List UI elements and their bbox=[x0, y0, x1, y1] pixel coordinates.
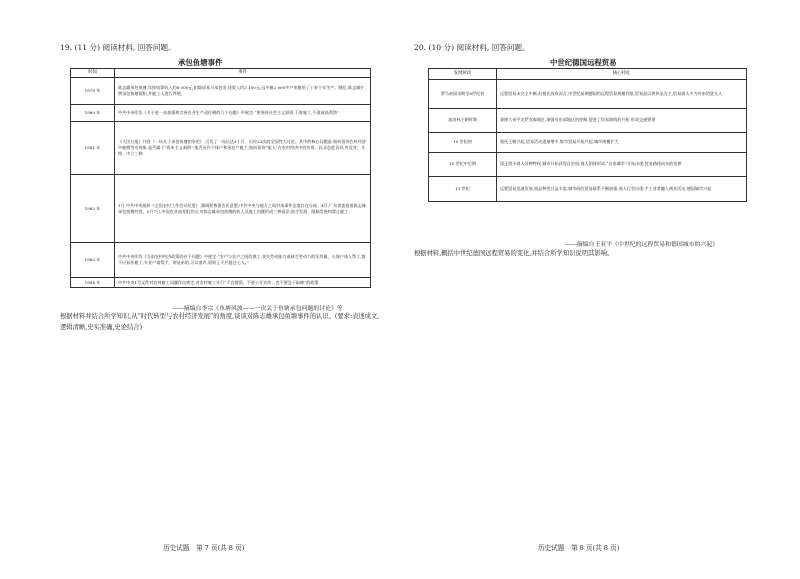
table-row bbox=[71, 278, 371, 288]
table-row bbox=[429, 80, 747, 109]
page-8 bbox=[400, 0, 800, 579]
table-title-19: 承包鱼塘事件 bbox=[178, 58, 223, 67]
row-event: 《人民日报》刊登《一场关于承包鱼塘的争论》,引发了一场长达3个月、历经23次的全国性大讨论。其中的核心问题是:如何看待农村经济中雇佣劳动现象,是否属于“资本主义剥削”;能否允许个体户和承包户雇工;如何看待“能人”在农村经济中的作用。民众态度各异,有反对、支持、中立三种 bbox=[115, 122, 371, 175]
col-header-event: 事件 bbox=[115, 69, 371, 78]
row-stage: 10 世纪中后期 bbox=[429, 153, 497, 177]
row-event: 陈志雄承包鱼塘,年终结算收入约8 000元,扣除成本与承包金,纯收入约3 100元,远多雇2 000多户来雇用了十来个年生产。随后,陈志雄扩增承包鱼塘面积,并雇工人进行养殖。 bbox=[115, 78, 371, 105]
table-row bbox=[429, 153, 747, 177]
page-footer-7: 历史试题 第 7 页(共 8 页) bbox=[163, 544, 245, 552]
table-title-20: 中世纪德国远程贸易 bbox=[550, 58, 617, 67]
question-20-heading: 20. (10 分) 阅读材料, 回答问题。 bbox=[414, 43, 530, 52]
source-citation-20: ——摘编自王亚平《中世纪的远程贸易和德国城市的兴起》 bbox=[565, 242, 719, 248]
table-row bbox=[71, 122, 371, 175]
row-time: 1979 年 bbox=[71, 78, 115, 105]
row-stage: 10 世纪初 bbox=[429, 133, 497, 153]
row-stage: 罗马帝国末期至8世纪初 bbox=[429, 80, 497, 109]
question-20-prompt: 根据材料,概括中世纪德国远程贸易的变化,并结合所学知识说明其影响。 bbox=[414, 250, 614, 257]
row-feature: 国王授予商人各种特权,城市开始获得自治权;商人团体形成,“自由城市”开始出现;贸易路线向东欧延伸 bbox=[497, 153, 747, 177]
question-19-prompt: 根据材料并结合所学知识,从“时代转型与农村经济发展”的角度,谈谈对陈志雄承包鱼塘事件的认识。(要求:表述成文,逻辑清晰,史实准确,史论结合) bbox=[60, 313, 380, 331]
question-19-heading: 19. (11 分) 阅读材料, 回答问题。 bbox=[60, 43, 176, 52]
row-event: 中共中央印发《当前农村经济政策的若干问题》中规定:“农户与农户之间的换工,丧失劳动能力或缺乏劳动力的军烈属、五保户请人帮工,都不应看作雇工;专业户请帮手、带徒弟的,可以准许,原则上不应超过七人。” bbox=[115, 243, 371, 278]
row-feature: 查理大帝平定萨克森地区,加强对东部地区的控制,促进了贸易路线的开拓,形成交通要道 bbox=[497, 109, 747, 133]
row-time: 1982 年 bbox=[71, 175, 115, 243]
row-time: 1980 年 bbox=[71, 105, 115, 122]
col-header-stage: 发展阶段 bbox=[429, 69, 497, 80]
row-feature: 远程贸易未完全中断,但相比西欧而言,中世纪前期德国的远程贸易规模有限,贸易品以奢侈品为主,贸易商人多为外来的犹太人 bbox=[497, 80, 747, 109]
table-row bbox=[71, 105, 371, 122]
row-stage: 11 世纪 bbox=[429, 177, 497, 202]
row-event: 中共中央印发《关于进一步加强和完善农业生产责任制的几个问题》中规定:“要坚持社会主义原则,不准雇工,不准放高利贷” bbox=[115, 105, 371, 122]
row-event: 中共中央1号文件对农村雇工问题作出规定,对农村雇工实行“不宜提倡、不要公开宣传、也不要急于取缔”的政策 bbox=[115, 278, 371, 288]
source-citation-19: ——摘编自李宗《鱼塘风波——一次关于鱼塘承包问题的讨论》等 bbox=[172, 306, 343, 312]
row-event: 1月,中共中央批转《全国农村工作会议纪要》,强调要尊重农民意愿;中共中央与地方之间对该事件态度存在分歧。4月,广东省委批准陈志雄承包鱼塘经营。5月7日,中国农业部党组会议,对陈志雄承包鱼塘的收入及雇工问题形成三种看法:放手发展、限制发展和禁止雇工 bbox=[115, 175, 371, 243]
row-feature: 远程贸易迅速发展,商品种类日益丰富,城市间的贸易联系不断加强;商人行会出现,手工业者融入商业活动,德国城市兴起 bbox=[497, 177, 747, 202]
row-stage: 加洛林王朝时期 bbox=[429, 109, 497, 133]
row-time: 1984 年 bbox=[71, 278, 115, 288]
table-row bbox=[429, 133, 747, 153]
row-time: 1983 年 bbox=[71, 243, 115, 278]
col-header-time: 时间 bbox=[71, 69, 115, 78]
page-footer-8: 历史试题 第 8 页(共 8 页) bbox=[538, 544, 620, 552]
table-row bbox=[71, 78, 371, 105]
trade-stages-table bbox=[428, 68, 747, 202]
row-feature: 奥托王朝兴起,贸易活动逐渐增多,集市贸易开始兴起,城市规模扩大 bbox=[497, 133, 747, 153]
row-time: 1981 年 bbox=[71, 122, 115, 175]
table-row bbox=[429, 177, 747, 202]
table-row bbox=[71, 243, 371, 278]
fishpond-events-table bbox=[70, 68, 371, 288]
table-row bbox=[429, 109, 747, 133]
table-row bbox=[71, 175, 371, 243]
col-header-feature: 核心特征 bbox=[497, 69, 747, 80]
